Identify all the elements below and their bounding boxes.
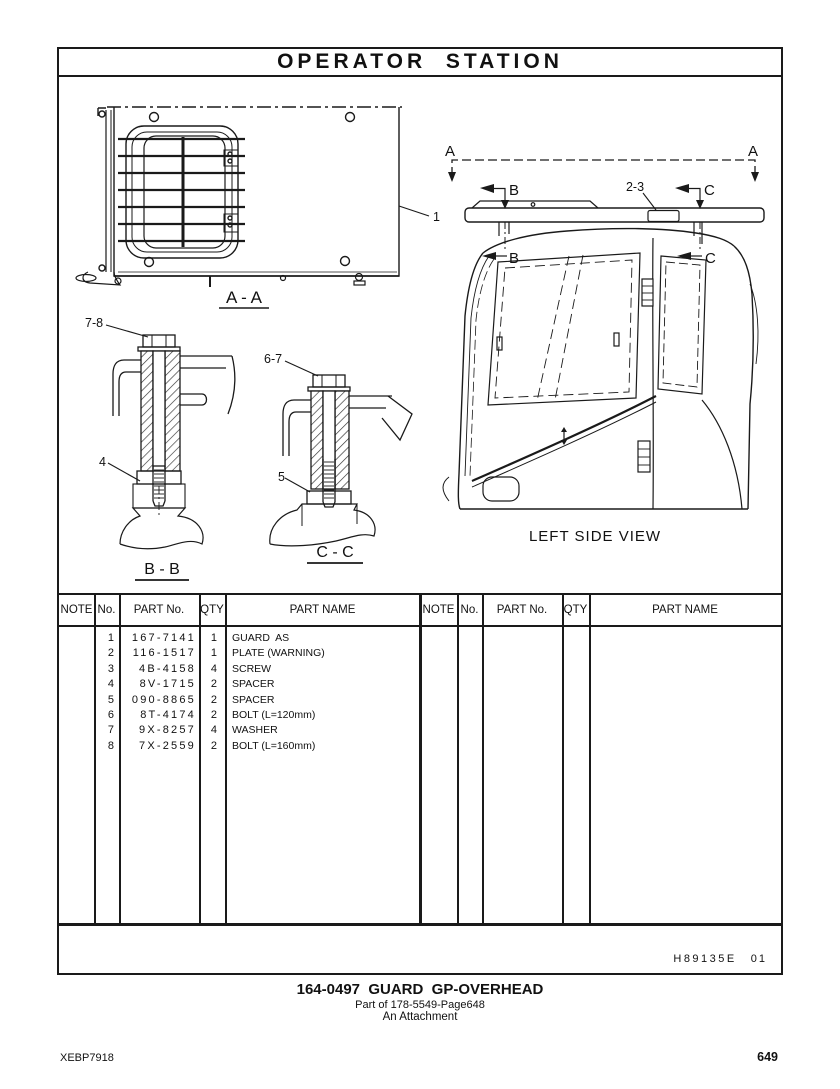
bolt-section-cc-view: [264, 352, 412, 563]
section-marker-a-left: A: [445, 143, 456, 160]
table-row: [59, 708, 420, 723]
cell-pn: 8T-4174: [140, 708, 196, 721]
cell-note: [59, 693, 94, 708]
table-row: [59, 662, 420, 677]
cell-pn: 8V-1715: [139, 678, 196, 691]
callout-spacer-bb: 4: [99, 455, 106, 469]
cell-note: [59, 708, 94, 723]
cell-no: 2: [107, 647, 114, 660]
section-cc-label: C - C: [316, 544, 354, 561]
header-qty-right: QTY: [563, 604, 588, 616]
cell-name: WASHER: [232, 724, 278, 737]
cell-name: SCREW: [232, 662, 272, 675]
header-partno-left: PART No.: [133, 604, 185, 616]
cell-note: [59, 677, 94, 692]
cell-qty: 4: [210, 662, 217, 675]
cell-note: [59, 646, 94, 661]
bolt-section-bb-view: [85, 316, 235, 580]
left-side-view-label: LEFT SIDE VIEW: [528, 528, 662, 545]
header-no-right: No.: [460, 604, 479, 616]
cell-name: BOLT (L=160mm): [232, 739, 316, 752]
section-marker-a-right: A: [748, 143, 759, 160]
drawing-number: H89135E: [673, 953, 737, 965]
plate-code: [673, 953, 767, 965]
cell-no: 8: [107, 739, 114, 752]
page-title: OPERATOR STATION: [277, 50, 563, 73]
cab-left-side-view: [443, 143, 764, 545]
media-number: XEBP7918: [60, 1052, 114, 1064]
cell-qty: 2: [210, 693, 217, 706]
caption-part-title: 164-0497 GUARD GP-OVERHEAD: [296, 981, 544, 998]
cell-name: PLATE (WARNING): [232, 647, 325, 660]
cell-no: 3: [107, 662, 114, 675]
column-divider: [482, 595, 484, 923]
parts-rows-left: [59, 631, 420, 754]
section-marker-b-top: B: [509, 182, 520, 199]
table-row: [59, 723, 420, 738]
header-note-left: NOTE: [60, 604, 93, 616]
cell-qty: 1: [210, 647, 217, 660]
cell-name: SPACER: [232, 693, 275, 706]
cell-no: 7: [107, 724, 114, 737]
header-no-left: No.: [97, 604, 116, 616]
header-partname-right: PART NAME: [652, 604, 718, 616]
cell-name: SPACER: [232, 678, 275, 691]
caption-attachment: An Attachment: [382, 1011, 458, 1023]
column-divider: [457, 595, 459, 923]
cell-qty: 2: [210, 678, 217, 691]
page-number: 649: [757, 1050, 778, 1064]
header-partname-left: PART NAME: [289, 604, 356, 616]
callout-bolt-washer-cc: 6-7: [264, 352, 283, 366]
cell-qty: 2: [210, 708, 217, 721]
callout-spacer-cc: 5: [278, 470, 285, 484]
section-marker-c-top: C: [704, 182, 715, 199]
section-marker-b-lower: B: [509, 250, 520, 267]
callout-plate-warning: 2-3: [625, 180, 645, 194]
revision-number: 01: [750, 953, 767, 965]
header-partno-right: PART No.: [496, 604, 548, 616]
section-aa-label: A - A: [226, 288, 262, 307]
column-divider: [562, 595, 564, 923]
cell-name: BOLT (L=120mm): [232, 708, 316, 721]
guard-section-aa-view: [76, 107, 440, 308]
table-row: [59, 646, 420, 661]
cell-note: [59, 662, 94, 677]
header-note-right: NOTE: [422, 604, 455, 616]
technical-drawings: [59, 77, 781, 593]
section-marker-c-lower: C: [705, 250, 716, 267]
table-row: [59, 739, 420, 754]
cell-pn: 9X-8257: [139, 724, 196, 737]
cell-pn: 7X-2559: [139, 739, 196, 752]
cell-note: [59, 631, 94, 646]
cell-pn: 090-8865: [131, 693, 196, 706]
cell-name: GUARD AS: [232, 632, 290, 644]
cell-note: [59, 739, 94, 754]
cell-no: 1: [107, 632, 114, 644]
cell-pn: 4B-4158: [139, 662, 196, 675]
table-row: [59, 631, 420, 646]
sheet-border: [57, 47, 783, 975]
section-bb-label: B - B: [144, 561, 180, 578]
cell-qty: 1: [210, 632, 217, 644]
cell-note: [59, 723, 94, 738]
caption-part-of: Part of 178-5549-Page648: [355, 999, 485, 1011]
cell-qty: 2: [210, 739, 217, 752]
cell-qty: 4: [210, 724, 217, 737]
cell-no: 5: [107, 693, 114, 706]
table-row: [59, 693, 420, 708]
cell-pn: 116-1517: [132, 647, 196, 660]
column-divider: [589, 595, 591, 923]
callout-guard-as: 1: [433, 210, 440, 224]
title-band: [59, 49, 781, 77]
header-qty-left: QTY: [200, 604, 224, 616]
cell-pn: 167-7141: [131, 632, 196, 644]
cell-no: 6: [107, 708, 114, 721]
callout-bolt-washer-bb: 7-8: [85, 316, 104, 330]
parts-table: [59, 593, 781, 926]
table-row: [59, 677, 420, 692]
cell-no: 4: [107, 678, 114, 691]
